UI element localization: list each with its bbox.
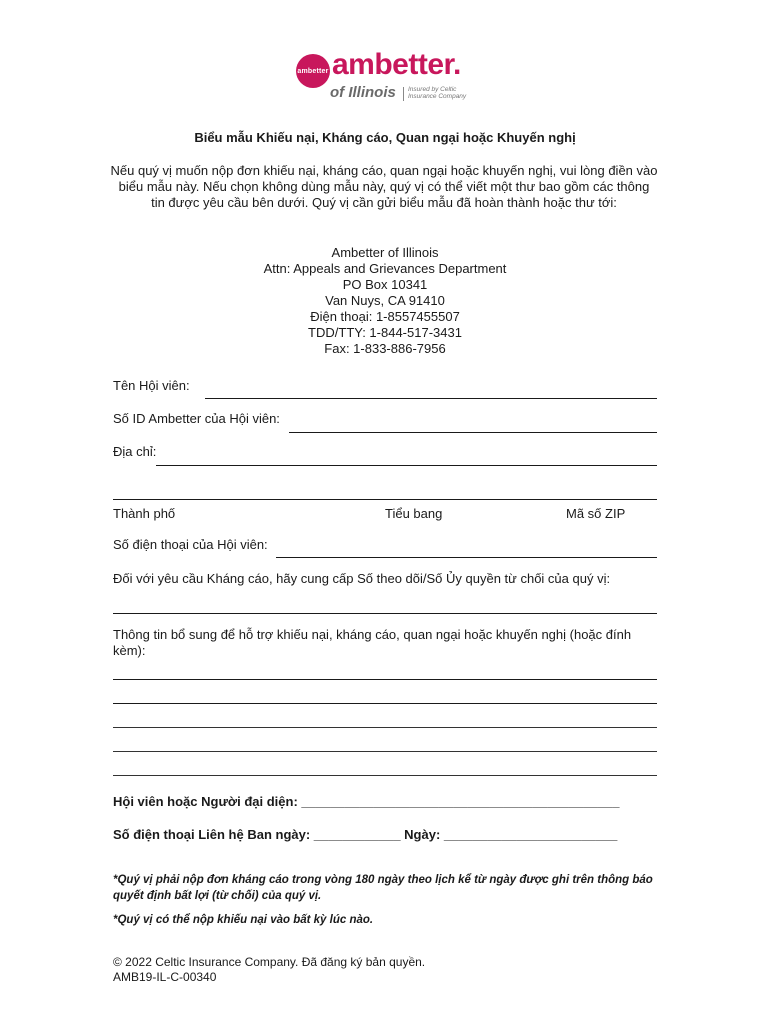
footer: [113, 955, 425, 985]
copyright-text: © 2022 Celtic Insurance Company. Đã đăng ký bản quyền.: [113, 955, 426, 969]
logo-subtitle: of Illinois: [330, 84, 396, 101]
address-city: Van Nuys, CA 91410: [325, 293, 445, 308]
zip-label: Mã số ZIP: [566, 506, 626, 521]
address-phone: Điện thoại: 1-8557455507: [310, 309, 460, 324]
additional-info-line-4[interactable]: [113, 751, 657, 752]
address-line-2-field[interactable]: [113, 499, 657, 500]
form-intro: Nếu quý vị muốn nộp đơn khiếu nại, kháng cáo, quan ngại hoặc khuyến nghị, vui lòng điền vào biểu mẫu này. Nếu chọn không dùng mẫu này, quý vị có thể viết một thư bao gồm các thông tin được yêu cầu bên dưới. Quý vị cần gửi biểu mẫu đã hoàn thành hoặc thư tới:: [110, 163, 658, 210]
address-label: Địa chỉ:: [113, 444, 157, 459]
address-po-box: PO Box 10341: [342, 277, 428, 292]
contact-date-line[interactable]: Số điện thoại Liên hệ Ban ngày: ____________ Ngày: ________________________: [113, 827, 618, 842]
member-phone-field[interactable]: [276, 557, 657, 558]
form-code: AMB19-IL-C-00340: [113, 970, 217, 984]
appeal-deadline-note: *Quý vị phải nộp đơn kháng cáo trong vòng 180 ngày theo lịch kể từ ngày được ghi trên thông báo quyết định bất lợi (từ chối) của quý vị.: [113, 874, 653, 902]
member-name-field[interactable]: [205, 398, 657, 399]
logo-insured-by: Insured by Celtic Insurance Company: [408, 86, 467, 100]
additional-info-line-1[interactable]: [113, 679, 657, 680]
address-fax: Fax: 1-833-886-7956: [324, 341, 446, 356]
logo-divider: [403, 87, 404, 101]
address-field[interactable]: [156, 465, 657, 466]
additional-info-line-2[interactable]: [113, 703, 657, 704]
logo-wordmark: ambetter.: [332, 48, 461, 81]
member-id-label: Số ID Ambetter của Hội viên:: [113, 411, 280, 426]
ambetter-logo: [296, 50, 486, 106]
member-id-field[interactable]: [289, 432, 657, 433]
additional-info-line-3[interactable]: [113, 727, 657, 728]
address-tty: TDD/TTY: 1-844-517-3431: [308, 325, 462, 340]
address-attn: Attn: Appeals and Grievances Department: [263, 261, 507, 276]
member-name-label: Tên Hội viên:: [113, 378, 190, 393]
grievance-anytime-note: *Quý vị có thể nộp khiếu nại vào bất kỳ lúc nào.: [113, 914, 374, 926]
signature-line[interactable]: Hội viên hoặc Người đại diện: ____________________________________________: [113, 794, 620, 809]
member-phone-label: Số điện thoại của Hội viên:: [113, 537, 268, 552]
state-label: Tiểu bang: [385, 506, 443, 521]
appeal-tracking-label: Đối với yêu cầu Kháng cáo, hãy cung cấp Số theo dõi/Số Ủy quyền từ chối của quý vị:: [113, 571, 611, 586]
address-name: Ambetter of Illinois: [331, 245, 439, 260]
additional-info-label: Thông tin bổ sung để hỗ trợ khiếu nại, kháng cáo, quan ngại hoặc khuyến nghị (hoặc đính kèm):: [113, 627, 632, 658]
city-label: Thành phố: [113, 506, 176, 521]
mailing-address: [0, 245, 770, 357]
additional-info-line-5[interactable]: [113, 775, 657, 776]
appeal-tracking-field[interactable]: [113, 613, 657, 614]
form-title: Biểu mẫu Khiếu nại, Kháng cáo, Quan ngại hoặc Khuyến nghị: [194, 130, 576, 145]
logo-badge: ambetter: [296, 54, 330, 88]
